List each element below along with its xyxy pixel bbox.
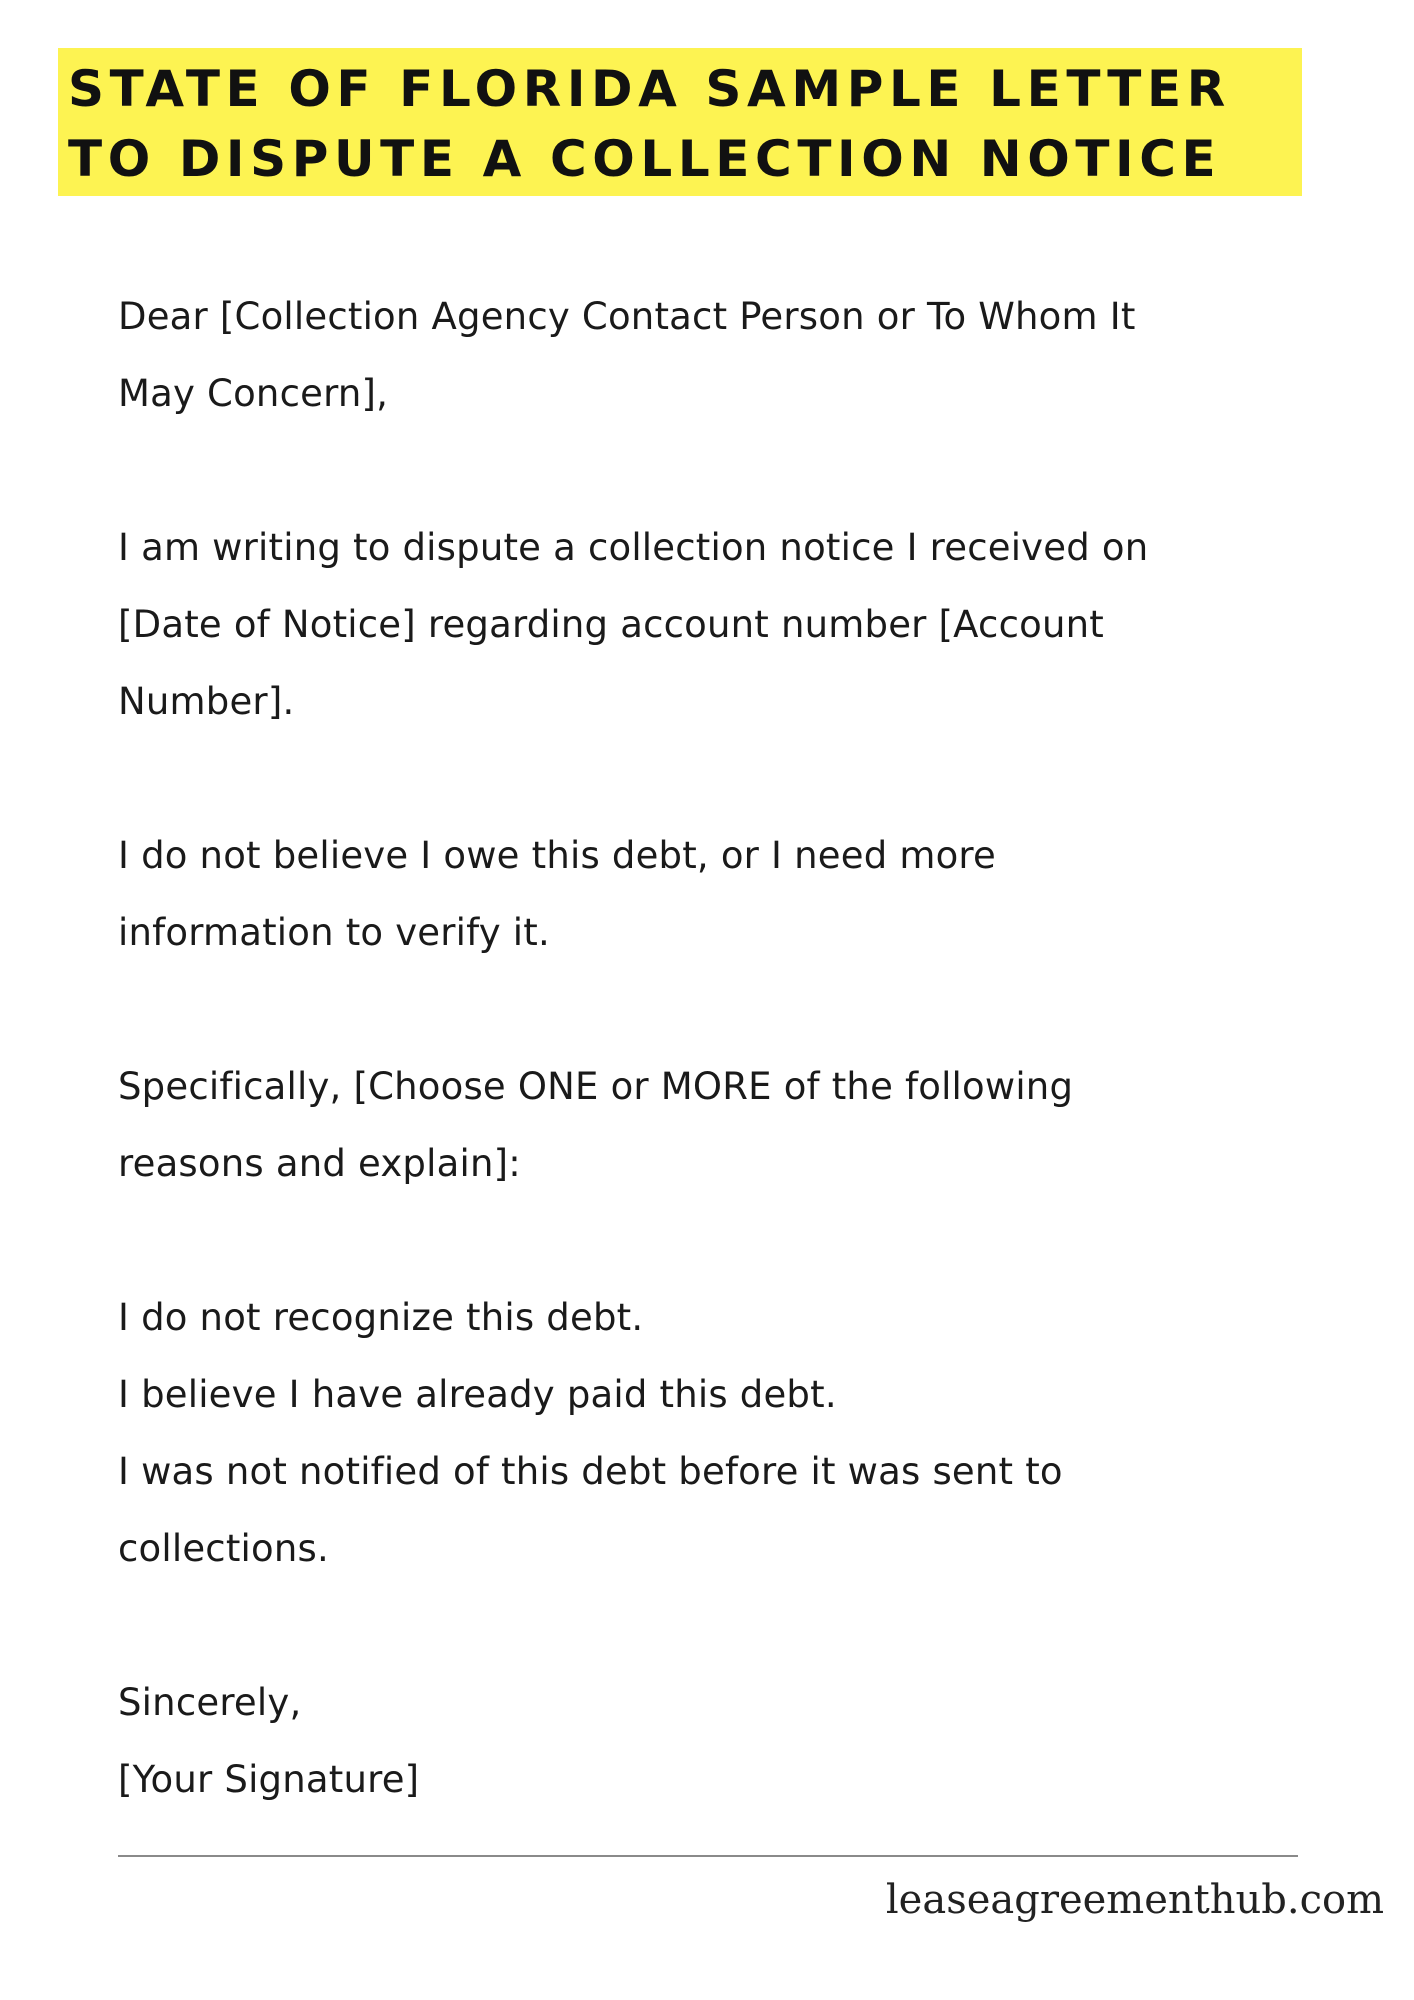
closing: Sincerely, bbox=[118, 1681, 302, 1724]
paragraph-1-line-3: Number]. bbox=[118, 680, 295, 723]
paragraph-gap bbox=[118, 1587, 1318, 1664]
reason-line: collections. bbox=[118, 1527, 329, 1570]
title-highlight bbox=[58, 48, 1302, 196]
title-line-2: TO DISPUTE A COLLECTION NOTICE bbox=[68, 130, 1222, 188]
reason-line: I do not recognize this debt. bbox=[118, 1296, 644, 1339]
reason-line: I believe I have already paid this debt. bbox=[118, 1373, 837, 1416]
paragraph-gap bbox=[118, 740, 1318, 817]
paragraph-3-line-1: Specifically, [Choose ONE or MORE of the following bbox=[118, 1065, 1074, 1108]
footer-divider bbox=[118, 1855, 1298, 1857]
salutation-line-2: May Concern], bbox=[118, 372, 389, 415]
paragraph-1-line-2: [Date of Notice] regarding account number [Account bbox=[118, 603, 1104, 646]
paragraph-3-line-2: reasons and explain]: bbox=[118, 1142, 521, 1185]
paragraph-1-line-1: I am writing to dispute a collection notice I received on bbox=[118, 526, 1149, 569]
paragraph-gap bbox=[118, 1202, 1318, 1279]
paragraph-2-line-1: I do not believe I owe this debt, or I need more bbox=[118, 834, 996, 877]
title-line-1: STATE OF FLORIDA SAMPLE LETTER bbox=[68, 60, 1231, 118]
reason-line: I was not notified of this debt before it was sent to bbox=[118, 1450, 1063, 1493]
salutation-line-1: Dear [Collection Agency Contact Person or To Whom It bbox=[118, 295, 1136, 338]
signature-placeholder: [Your Signature] bbox=[118, 1758, 420, 1801]
letter-body bbox=[118, 278, 1318, 1818]
footer-website: leaseagreementhub.com bbox=[885, 1877, 1384, 1923]
paragraph-2-line-2: information to verify it. bbox=[118, 911, 550, 954]
paragraph-gap bbox=[118, 432, 1318, 509]
paragraph-gap bbox=[118, 971, 1318, 1048]
